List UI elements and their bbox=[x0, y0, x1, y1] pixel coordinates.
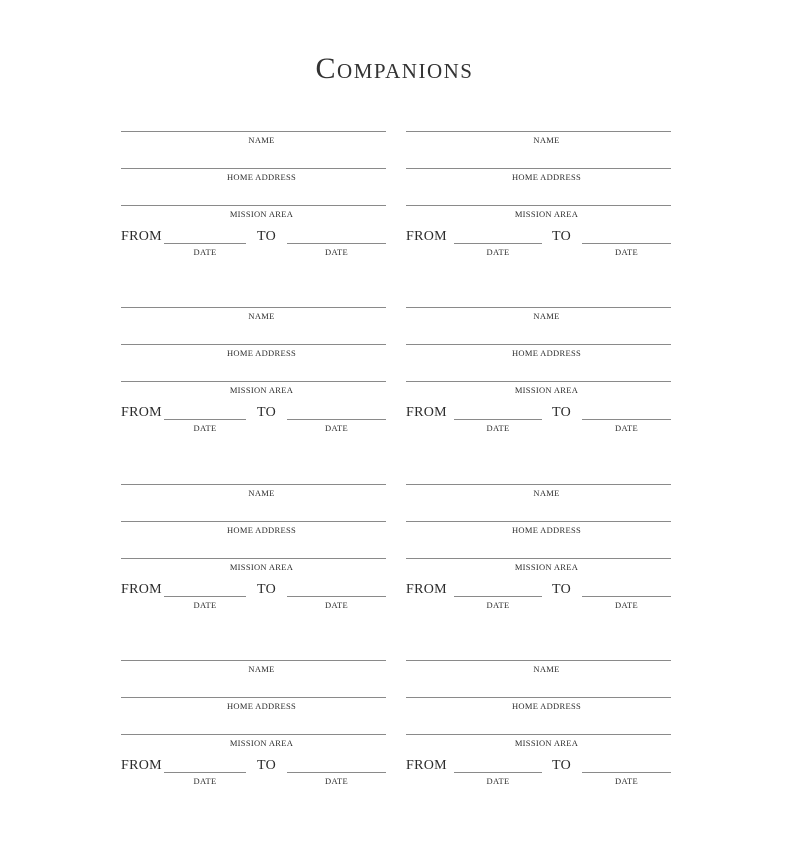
name-field[interactable] bbox=[406, 131, 671, 132]
from-label: FROM bbox=[406, 758, 447, 773]
home-address-label: HOME ADDRESS bbox=[226, 701, 296, 711]
to-date-field[interactable] bbox=[582, 243, 671, 244]
from-date-field[interactable] bbox=[164, 772, 246, 773]
to-date-label: DATE bbox=[615, 423, 638, 433]
companion-card bbox=[406, 660, 671, 800]
home-address-field[interactable] bbox=[121, 521, 386, 522]
to-date-label: DATE bbox=[615, 600, 638, 610]
to-date-label: DATE bbox=[615, 247, 638, 257]
name-field[interactable] bbox=[121, 660, 386, 661]
from-label: FROM bbox=[121, 582, 162, 597]
from-date-field[interactable] bbox=[164, 243, 246, 244]
to-label: TO bbox=[257, 582, 277, 597]
name-label: NAME bbox=[248, 488, 275, 498]
home-address-field[interactable] bbox=[406, 168, 671, 169]
home-address-field[interactable] bbox=[406, 697, 671, 698]
from-date-label: DATE bbox=[486, 247, 510, 257]
from-date-label: DATE bbox=[193, 423, 217, 433]
mission-area-label: MISSION AREA bbox=[229, 738, 294, 748]
mission-area-field[interactable] bbox=[121, 734, 386, 735]
from-date-field[interactable] bbox=[454, 243, 542, 244]
name-label: NAME bbox=[533, 311, 560, 321]
to-date-field[interactable] bbox=[287, 419, 386, 420]
to-label: TO bbox=[552, 582, 572, 597]
from-date-field[interactable] bbox=[164, 596, 246, 597]
mission-area-field[interactable] bbox=[121, 205, 386, 206]
home-address-field[interactable] bbox=[121, 697, 386, 698]
companion-card bbox=[121, 307, 386, 447]
companion-card bbox=[406, 307, 671, 447]
to-date-field[interactable] bbox=[287, 596, 386, 597]
to-label: TO bbox=[552, 229, 572, 244]
mission-area-label: MISSION AREA bbox=[514, 385, 579, 395]
mission-area-label: MISSION AREA bbox=[514, 562, 579, 572]
home-address-label: HOME ADDRESS bbox=[226, 172, 296, 182]
mission-area-field[interactable] bbox=[406, 205, 671, 206]
home-address-label: HOME ADDRESS bbox=[226, 348, 296, 358]
name-label: NAME bbox=[248, 311, 275, 321]
from-date-label: DATE bbox=[486, 776, 510, 786]
mission-area-label: MISSION AREA bbox=[229, 209, 294, 219]
name-field[interactable] bbox=[121, 484, 386, 485]
companion-card bbox=[406, 484, 671, 624]
companion-card bbox=[121, 484, 386, 624]
to-date-field[interactable] bbox=[582, 596, 671, 597]
home-address-label: HOME ADDRESS bbox=[511, 701, 581, 711]
from-label: FROM bbox=[121, 229, 162, 244]
from-label: FROM bbox=[406, 229, 447, 244]
home-address-label: HOME ADDRESS bbox=[511, 172, 581, 182]
from-date-label: DATE bbox=[193, 600, 217, 610]
from-label: FROM bbox=[121, 405, 162, 420]
companion-card bbox=[406, 131, 671, 271]
from-label: FROM bbox=[406, 582, 447, 597]
to-date-label: DATE bbox=[325, 600, 348, 610]
companion-card bbox=[121, 131, 386, 271]
mission-area-label: MISSION AREA bbox=[514, 738, 579, 748]
from-label: FROM bbox=[406, 405, 447, 420]
name-label: NAME bbox=[248, 664, 275, 674]
mission-area-field[interactable] bbox=[406, 381, 671, 382]
name-field[interactable] bbox=[406, 307, 671, 308]
name-field[interactable] bbox=[406, 484, 671, 485]
mission-area-field[interactable] bbox=[121, 381, 386, 382]
mission-area-label: MISSION AREA bbox=[229, 562, 294, 572]
mission-area-field[interactable] bbox=[121, 558, 386, 559]
from-date-field[interactable] bbox=[454, 596, 542, 597]
to-label: TO bbox=[257, 405, 277, 420]
name-field[interactable] bbox=[406, 660, 671, 661]
to-date-label: DATE bbox=[325, 776, 348, 786]
name-label: NAME bbox=[533, 135, 560, 145]
home-address-field[interactable] bbox=[121, 344, 386, 345]
from-date-field[interactable] bbox=[454, 772, 542, 773]
to-date-field[interactable] bbox=[582, 772, 671, 773]
home-address-field[interactable] bbox=[406, 344, 671, 345]
name-label: NAME bbox=[248, 135, 275, 145]
to-date-field[interactable] bbox=[287, 772, 386, 773]
to-label: TO bbox=[257, 229, 277, 244]
from-label: FROM bbox=[121, 758, 162, 773]
to-date-field[interactable] bbox=[582, 419, 671, 420]
to-label: TO bbox=[257, 758, 277, 773]
name-label: NAME bbox=[533, 488, 560, 498]
to-date-label: DATE bbox=[325, 247, 348, 257]
from-date-field[interactable] bbox=[164, 419, 246, 420]
from-date-label: DATE bbox=[193, 776, 217, 786]
to-date-label: DATE bbox=[615, 776, 638, 786]
mission-area-field[interactable] bbox=[406, 558, 671, 559]
from-date-label: DATE bbox=[486, 423, 510, 433]
from-date-label: DATE bbox=[486, 600, 510, 610]
name-field[interactable] bbox=[121, 307, 386, 308]
home-address-field[interactable] bbox=[406, 521, 671, 522]
to-label: TO bbox=[552, 405, 572, 420]
mission-area-label: MISSION AREA bbox=[514, 209, 579, 219]
from-date-label: DATE bbox=[193, 247, 217, 257]
from-date-field[interactable] bbox=[454, 419, 542, 420]
mission-area-label: MISSION AREA bbox=[229, 385, 294, 395]
name-field[interactable] bbox=[121, 131, 386, 132]
to-date-field[interactable] bbox=[287, 243, 386, 244]
to-date-label: DATE bbox=[325, 423, 348, 433]
to-label: TO bbox=[552, 758, 572, 773]
mission-area-field[interactable] bbox=[406, 734, 671, 735]
companion-card bbox=[121, 660, 386, 800]
name-label: NAME bbox=[533, 664, 560, 674]
home-address-label: HOME ADDRESS bbox=[511, 525, 581, 535]
page-title: Companions bbox=[315, 52, 474, 85]
home-address-field[interactable] bbox=[121, 168, 386, 169]
home-address-label: HOME ADDRESS bbox=[511, 348, 581, 358]
home-address-label: HOME ADDRESS bbox=[226, 525, 296, 535]
